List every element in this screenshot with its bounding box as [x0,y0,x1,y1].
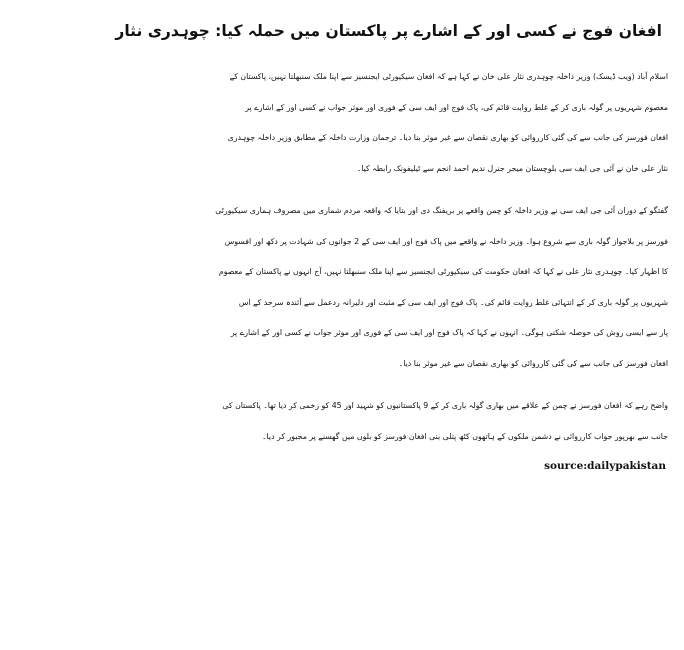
paragraph-2 [16,196,668,379]
headline: افغان فوج نے کسی اور کے اشارے پر پاکستان میں حملہ کیا: چوہدری نثار [115,22,662,40]
paragraph-line: افغان فورسز کی جانب سے کی گئی کارروائی کو بھاری نقصان سے غیر موثر بنا دیا۔ [398,358,668,368]
paragraph-line: پار سے ایسی روش کی حوصلہ شکنی ہوگی۔ انہوں نے کہا کہ پاک فوج اور ایف سی کے فوری اور موثر جواب نے کسی اور کے اشارے پر [230,328,668,337]
paragraph-line: گفتگو کے دوران آئی جی ایف سی نے وزیر داخلہ کو چمن واقعے پر بریفنگ دی اور بتایا کہ واقعہ مردم شماری میں مصروف ہماری سیکیورٹی [215,206,668,215]
paragraph-line: نثار علی خان نے آئی جی ایف سی بلوچستان میجر جنرل ندیم احمد انجم سے ٹیلیفونک رابطہ کیا۔ [356,163,668,173]
paragraph-line: فورسز پر بلاجواز گولہ باری سے شروع ہوا۔ وزیر داخلہ نے واقعے میں پاک فوج اور ایف سی کے 2 جوانوں کی شہادت پر دکھ اور افسوس [224,236,668,246]
paragraph-line: افغان فورسز کی جانب سے کی گئی کارروائی کو بھاری نقصان سے غیر موثر بنا دیا۔ ترجمان وزارت داخلہ کے مطابق وزیر داخلہ چوہدری [227,133,668,142]
paragraph-line: جانب سے بھرپور جواب کارروائی نے دشمن ملکوں کے ہاتھوں کٹھ پتلی بنی افغان فورسز کو بلوں میں گھسنے پر مجبور کر دیا۔ [261,431,668,441]
paragraph-3 [16,391,668,452]
paragraph-line: کا اظہار کیا۔ چوہدری نثار علی نے کہا کہ افغان حکومت کی سیکیورٹی ایجنسیز سے اپنا ملک سنبھلتا نہیں، آج انہوں نے پاکستان کے معصوم [218,267,668,276]
paragraph-1 [16,62,668,184]
paragraph-line: شہریوں پر گولہ باری کر کے انتہائی غلط روایت قائم کی۔ پاک فوج اور ایف سی کے مثبت اور دلیرانہ ردعمل سے آئندہ سرحد کے اس [238,297,668,307]
source-credit: source:dailypakistan [544,460,666,472]
paragraph-line: معصوم شہریوں پر گولہ باری کر کے غلط روایت قائم کی، پاک فوج اور ایف سی کے فوری اور موثر جواب نے کسی اور کے اشارے پر [245,102,668,112]
paragraph-line: واضح رہے کہ افغان فورسز نے چمن کے علاقے میں بھاری گولہ باری کر کے 9 پاکستانیوں کو شہید اور 45 کو زخمی کر دیا تھا۔ پاکستان کی [222,401,668,410]
paragraph-line: اسلام آباد (ویب ڈیسک) وزیر داخلہ چوہدری نثار علی خان نے کہا ہے کہ افغان سیکیورٹی ایجنسیز سے اپنا ملک سنبھلتا نہیں، پاکستان کے [229,72,668,81]
